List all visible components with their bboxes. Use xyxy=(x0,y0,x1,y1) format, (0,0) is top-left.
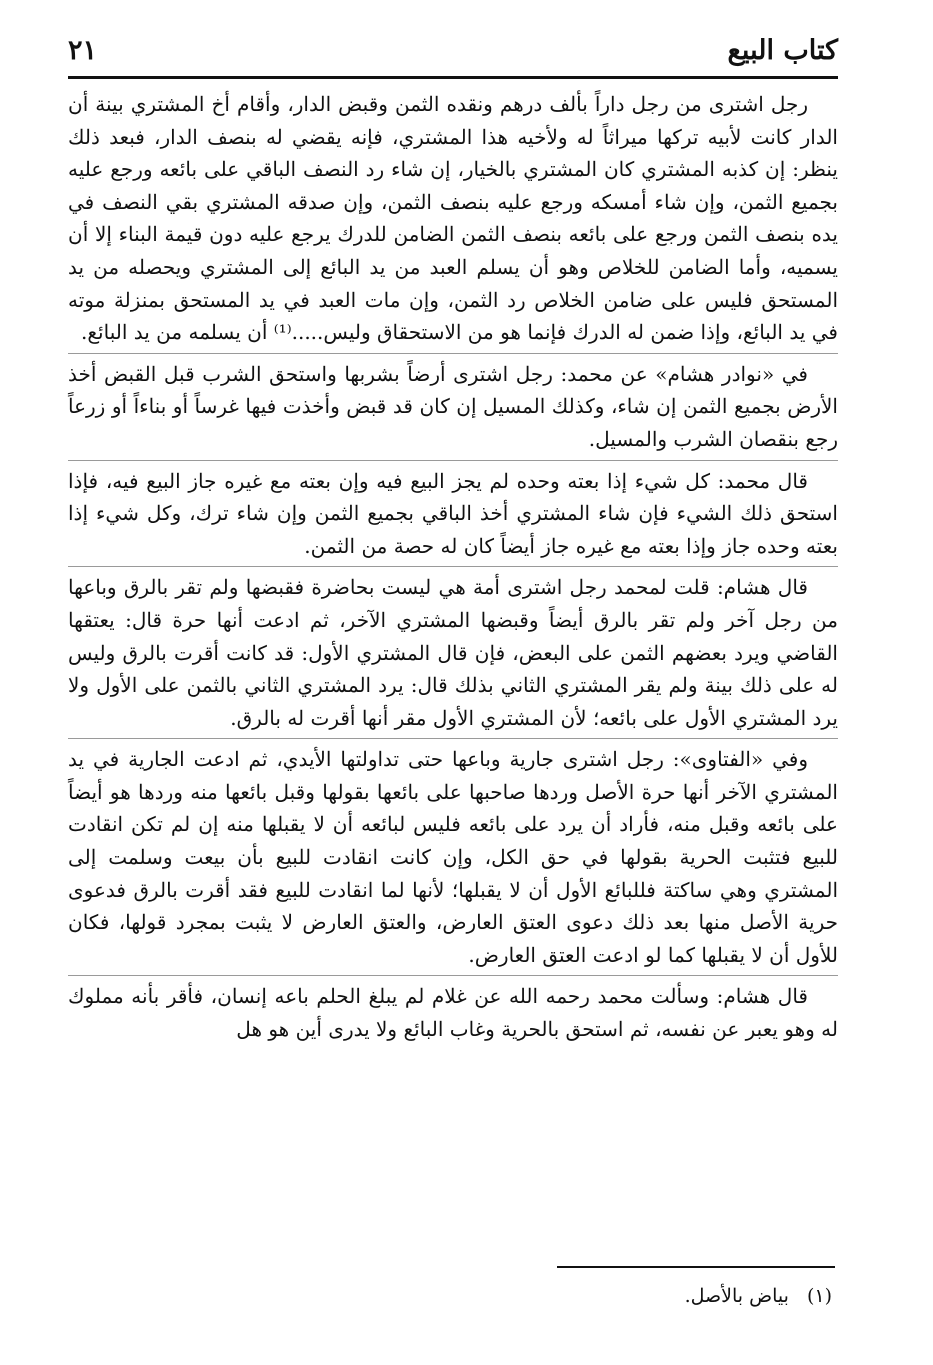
paragraph: قال محمد: كل شيء إذا بعته وحده لم يجز البيع فيه وإن بعته مع غيره جاز البيع فيه، فإذا استحق ذلك الشيء فإن شاء المشتري أخذ الباقي بجميع الثمن وإن شاء ترك، وكل شيء إذا بعته وحده جاز وإذا بعته مع غيره جاز أيضاً كان له حصة من الثمن. xyxy=(68,460,838,563)
footnote-number: (١) xyxy=(806,1285,832,1307)
running-title: كتاب البيع xyxy=(727,35,838,66)
paragraph: وفي «الفتاوى»: رجل اشترى جارية وباعها حتى تداولتها الأيدي، ثم ادعت الجارية في يد المشتري الآخر أنها حرة الأصل وردها صاحبها على بائعها بقولها وقبل بائعها منه وردها هو أيضاً على بائعه وقبل منه، فأراد أن يرد على بائعه فليس لبائعه أن لا يقبلها منه إن لم تكن انقادت للبيع فتثبت الحرية بقولها في حق الكل، وإن كانت انقادت للبيع بأن بيعت وسلمت إلى المشتري وهي ساكتة فللبائع الأول أن لا يقبلها؛ لأنها لما انقادت للبيع فقد أقرت بالرق فدعوى حرية الأصل منها بعد ذلك دعوى العتق العارض، والعتق العارض لا يثبت بمجرد قولها، فكان للأول أن لا يقبلها كما لو ادعت العتق العارض. xyxy=(68,738,838,971)
header-rule xyxy=(68,76,838,79)
paragraph: قال هشام: وسألت محمد رحمه الله عن غلام لم يبلغ الحلم باعه إنسان، فأقر بأنه مملوك له وهو يعبر عن نفسه، ثم استحق بالحرية وغاب البائع ولا يدرى أين هو هل xyxy=(68,975,838,1045)
paragraph: رجل اشترى من رجل داراً بألف درهم ونقده الثمن وقبض الدار، وأقام أخ المشتري بينة أن الدار كانت لأبيه تركها ميراثاً له ولأخيه هذا المشتري، فإنه يقضي له بنصف الدار، فبعد ذلك ينظر: إن كذبه المشتري كان المشتري بالخيار، إن شاء رد النصف الباقي على بائعه ورجع عليه بجميع الثمن، وإن شاء أمسكه ورجع عليه بنصف الثمن، وإن صدقه المشتري بقي النصف في يده بنصف الثمن ورجع على بائعه بنصف الثمن الضامن للدرك يرجع عليه دون قيمة البناء إلا أن يسميه، وأما الضامن للخلاص وهو أن يسلم العبد من يد البائع إلى المشتري ويحصله من يد المستحق فليس على ضامن الخلاص رد الثمن، وإن مات العبد في يد المستحق بمنزلة موته في يد البائع، وإذا ضمن له الدرك فإنما هو من الاستحقاق وليس.....⁽¹⁾ أن يسلمه من يد البائع. xyxy=(68,92,838,345)
footnote xyxy=(68,1282,832,1310)
paragraph: في «نوادر هشام» عن محمد: رجل اشترى أرضاً بشربها واستحق الشرب قبل القبض أخذ الأرض بجميع الثمن إن شاء، وكذلك المسيل إن كان قد قبض وأخذت فيها غرساً أو بناءاً أو زرعاً رجع بنقصان الشرب والمسيل. xyxy=(68,353,838,456)
page-header xyxy=(68,30,838,70)
footnote-text: بياض بالأصل. xyxy=(684,1285,789,1307)
footnote-rule xyxy=(557,1266,835,1268)
main-text xyxy=(68,88,838,1046)
paragraph: قال هشام: قلت لمحمد رجل اشترى أمة هي ليست بحاضرة فقبضها ولم تقر بالرق وباعها من رجل آخر ولم تقر بالرق أيضاً وقبضها المشتري الآخر، ثم ادعت أنها حرة قال: يعتقها القاضي ويرد بعضهم الثمن على البعض، فإن قال المشتري الأول: قد كانت أقرت بالرق وليس له على ذلك بينة ولم يقر المشتري الثاني بذلك قال: يرد المشتري الثاني بالثمن على الأول ولا يرد المشتري الأول على بائعه؛ لأن المشتري الأول مقر أنها أقرت له بالرق. xyxy=(68,566,838,734)
page-number: ٢١ xyxy=(68,35,98,66)
